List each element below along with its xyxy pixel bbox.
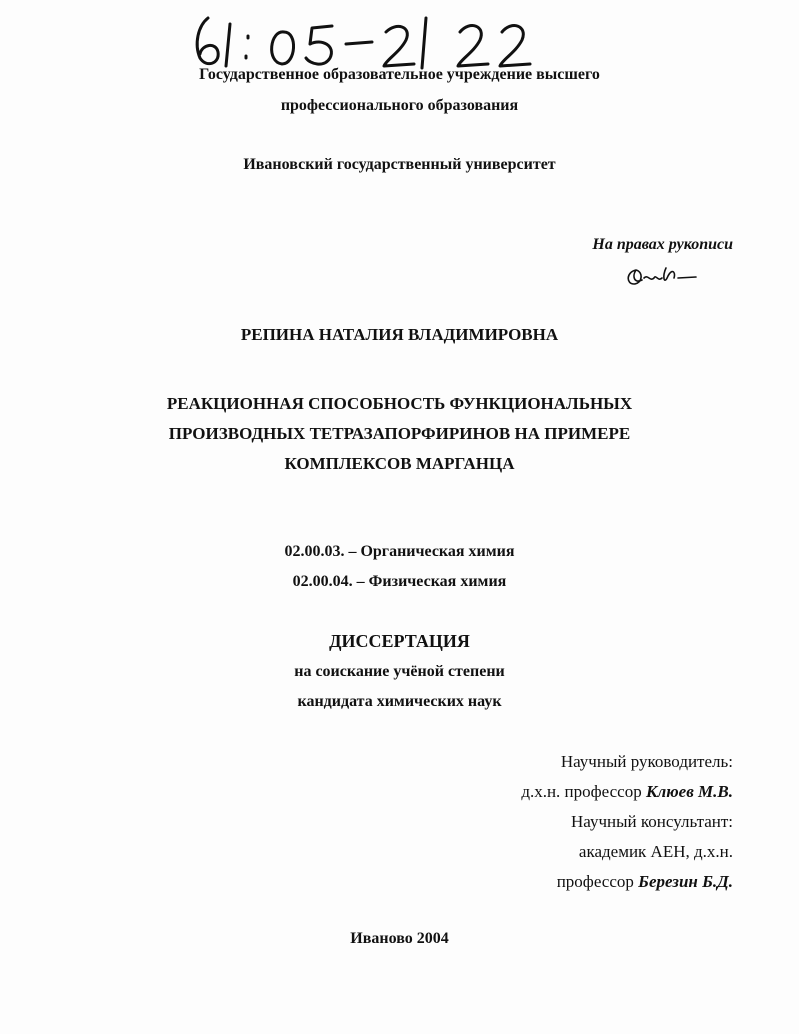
- handwritten-archive-number: [186, 10, 556, 72]
- dissertation-title-line-3: КОМПЛЕКСОВ МАРГАНЦА: [284, 454, 515, 473]
- degree-line-2: кандидата химических наук: [297, 693, 502, 710]
- institution-line-2: профессионального образования: [280, 97, 519, 114]
- consultant: [557, 872, 733, 892]
- author-name: РЕПИНА НАТАЛИЯ ВЛАДИМИРОВНА: [240, 325, 559, 344]
- institution-line-1: Государственное образовательное учреждение высшего: [199, 66, 600, 83]
- supervisor-prefix: д.х.н. профессор: [521, 782, 646, 801]
- city-year: Иваново 2004: [350, 930, 449, 947]
- supervisor-name: Клюев М.В.: [645, 782, 733, 801]
- degree-line-1: на соискание учёной степени: [294, 663, 505, 680]
- manuscript-rights-note: На правах рукописи: [592, 236, 733, 253]
- supervisor: [521, 782, 733, 802]
- university-name: Ивановский государственный университет: [243, 156, 556, 173]
- author-signature: [622, 262, 700, 292]
- consultant-prefix: профессор: [556, 872, 639, 891]
- consultant-label: Научный консультант:: [571, 812, 733, 831]
- consultant-name: Березин Б.Д.: [638, 872, 733, 891]
- dissertation-title-line-1: РЕАКЦИОННАЯ СПОСОБНОСТЬ ФУНКЦИОНАЛЬНЫХ: [166, 394, 633, 413]
- specialty-physical-chemistry: 02.00.04. – Физическая химия: [292, 573, 507, 590]
- consultant-title: академик АЕН, д.х.н.: [578, 842, 733, 861]
- supervisor-label: Научный руководитель:: [560, 752, 733, 771]
- dissertation-title-line-2: ПРОИЗВОДНЫХ ТЕТРАЗАПОРФИРИНОВ НА ПРИМЕРЕ: [168, 424, 631, 443]
- specialty-organic-chemistry: 02.00.03. – Органическая химия: [284, 543, 515, 560]
- dissertation-heading: ДИССЕРТАЦИЯ: [329, 631, 470, 651]
